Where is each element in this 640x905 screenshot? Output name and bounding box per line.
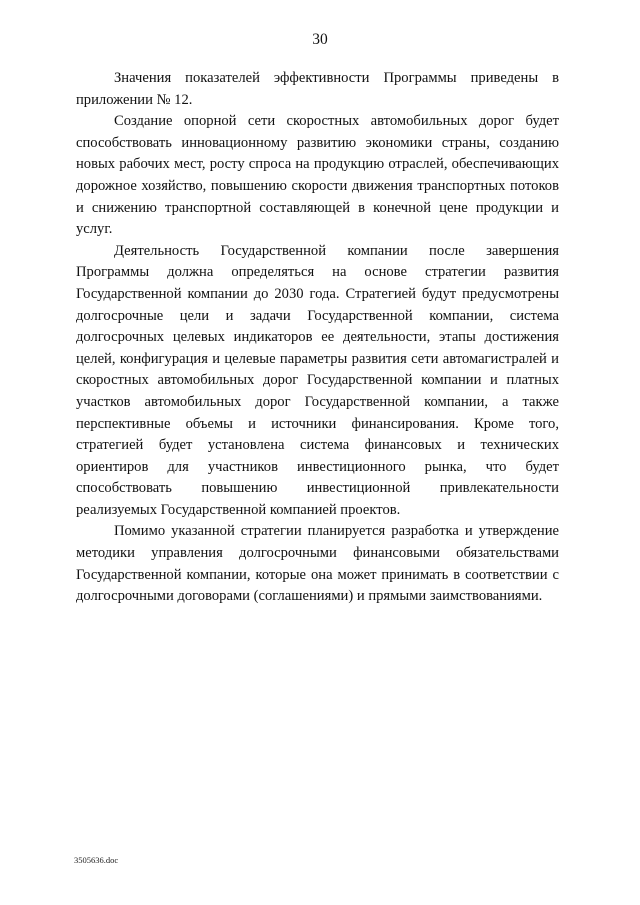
document-file-code: 3505636.doc [74, 855, 119, 865]
paragraph-road-network: Создание опорной сети скоростных автомобильных дорог будет способствовать инновационному развитию экономики страны, созданию новых рабочих мест, росту спроса на продукцию отраслей, обеспечивающих дорожное хозяйство, повышению скорости движения транспортных потоков и снижению транспортной составляющей в конечной цене продукции и услуг. [76, 113, 559, 238]
paragraph-methodology: Помимо указанной стратегии планируется разработка и утверждение методики управления долгосрочными финансовыми обязательствами Государственной компании, которые она может принимать в соответствии с долгосрочными договорами (соглашениями) и прямыми заимствованиями. [76, 523, 559, 605]
paragraph-indicators: Значения показателей эффективности Программы приведены в приложении № 12. [76, 70, 559, 108]
paragraph-company-strategy: Деятельность Государственной компании после завершения Программы должна определяться на основе стратегии развития Государственной компании до 2030 года. Стратегией будут предусмотрены долгосрочные цели и задачи Государственной компании, система долгосрочных целевых индикаторов ее деятельности, этапы достижения целей, конфигурация и целевые параметры развития сети автомагистралей и скоростных автомобильных дорог Государственной компании и платных участков автомобильных дорог Государственной компании, а также перспективные объемы и источники финансирования. Кроме того, стратегией будет установлена система финансовых и технических ориентиров для участников инвестиционного рынка, что будет способствовать повышению инвестиционной привлекательности реализуемых Государственной компанией проектов. [76, 242, 559, 518]
body-text [76, 68, 559, 608]
page-number: 30 [312, 31, 328, 48]
